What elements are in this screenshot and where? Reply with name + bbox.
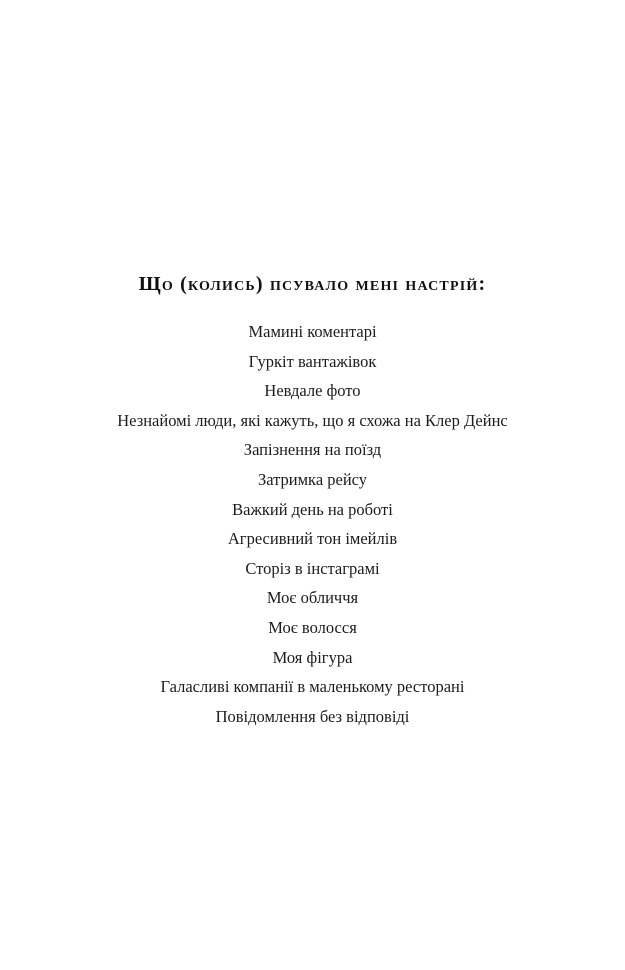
list-item: Незнайомі люди, які кажуть, що я схожа на Клер Дейнс <box>117 410 508 430</box>
list-item: Агресивний тон імейлів <box>227 529 398 549</box>
list-item: Моє волосся <box>268 617 357 637</box>
list-item: Сторіз в інстаграмі <box>245 558 380 578</box>
list-item: Гуркіт вантажівок <box>248 351 377 371</box>
list-item: Важкий день на роботі <box>232 499 393 519</box>
list-item: Невдале фото <box>264 381 361 401</box>
mood-spoilers-list <box>0 317 625 731</box>
list-item: Моя фігура <box>272 647 353 667</box>
list-item: Запізнення на поїзд <box>243 440 382 460</box>
list-item: Затримка рейсу <box>257 469 368 489</box>
page-content <box>0 270 625 731</box>
list-item: Галасливі компанії в маленькому ресторані <box>160 677 465 697</box>
list-item: Повідомлення без відповіді <box>215 706 410 726</box>
list-item: Мамині коментарі <box>248 322 377 341</box>
list-item: Моє обличчя <box>266 588 359 608</box>
list-heading: Що (колись) псувало мені настрій: <box>138 273 487 295</box>
